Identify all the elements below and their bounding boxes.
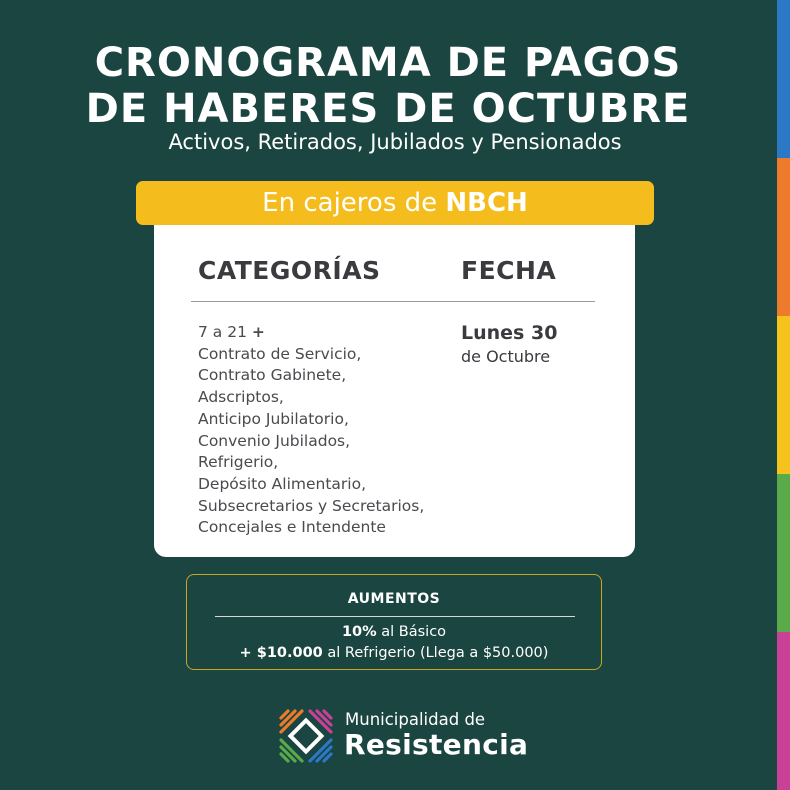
title-line-1: CRONOGRAMA DE PAGOS xyxy=(94,40,682,86)
category-item: Refrigerio, xyxy=(198,453,279,472)
stripe-green xyxy=(777,474,790,632)
aumentos-line-1-bold: 10% xyxy=(341,624,377,640)
column-header-fecha: FECHA xyxy=(461,256,557,285)
category-item: Contrato de Servicio, xyxy=(198,344,362,363)
category-item: Depósito Alimentario, xyxy=(198,474,367,493)
resistencia-logo-icon xyxy=(278,708,334,764)
categories-list xyxy=(198,322,424,539)
category-item xyxy=(198,322,424,344)
aumentos-box xyxy=(186,574,602,670)
brand-line-2: Resistencia xyxy=(344,728,529,761)
schedule-card xyxy=(154,210,635,557)
banner-prefix: En cajeros de xyxy=(262,188,446,218)
payment-date-main: Lunes 30 xyxy=(461,322,558,344)
category-item: Adscriptos, xyxy=(198,388,284,407)
category-item: Contrato Gabinete, xyxy=(198,366,347,385)
aumentos-line-1 xyxy=(187,624,601,640)
aumentos-line-1-rest: al Básico xyxy=(376,624,447,640)
category-item: Convenio Jubilados, xyxy=(198,431,351,450)
bank-banner xyxy=(136,181,654,225)
stripe-yellow xyxy=(777,316,790,474)
category-range: 7 a 21 xyxy=(198,323,247,341)
aumentos-divider xyxy=(215,616,575,617)
column-header-categorias: CATEGORÍAS xyxy=(198,256,381,285)
category-item: Subsecretarios y Secretarios, xyxy=(198,496,425,515)
header-divider xyxy=(191,301,595,302)
page-subtitle: Activos, Retirados, Jubilados y Pensionados xyxy=(168,130,622,154)
aumentos-title: AUMENTOS xyxy=(347,591,441,607)
title-line-2: DE HABERES DE OCTUBRE xyxy=(85,86,691,132)
payment-date-sub: de Octubre xyxy=(461,347,551,366)
stripe-orange xyxy=(777,158,790,316)
banner-bank: NBCH xyxy=(445,188,528,218)
stripe-magenta xyxy=(777,632,790,790)
aumentos-line-2-rest: al Refrigerio (Llega a $50.000) xyxy=(322,645,549,661)
brand-line-1: Municipalidad de xyxy=(345,710,486,729)
category-plus: + xyxy=(251,323,265,341)
category-item: Anticipo Jubilatorio, xyxy=(198,409,349,428)
page-title xyxy=(0,40,776,132)
category-item: Concejales e Intendente xyxy=(198,518,386,537)
aumentos-line-2 xyxy=(187,645,601,661)
aumentos-line-2-bold: + $10.000 xyxy=(239,645,323,661)
